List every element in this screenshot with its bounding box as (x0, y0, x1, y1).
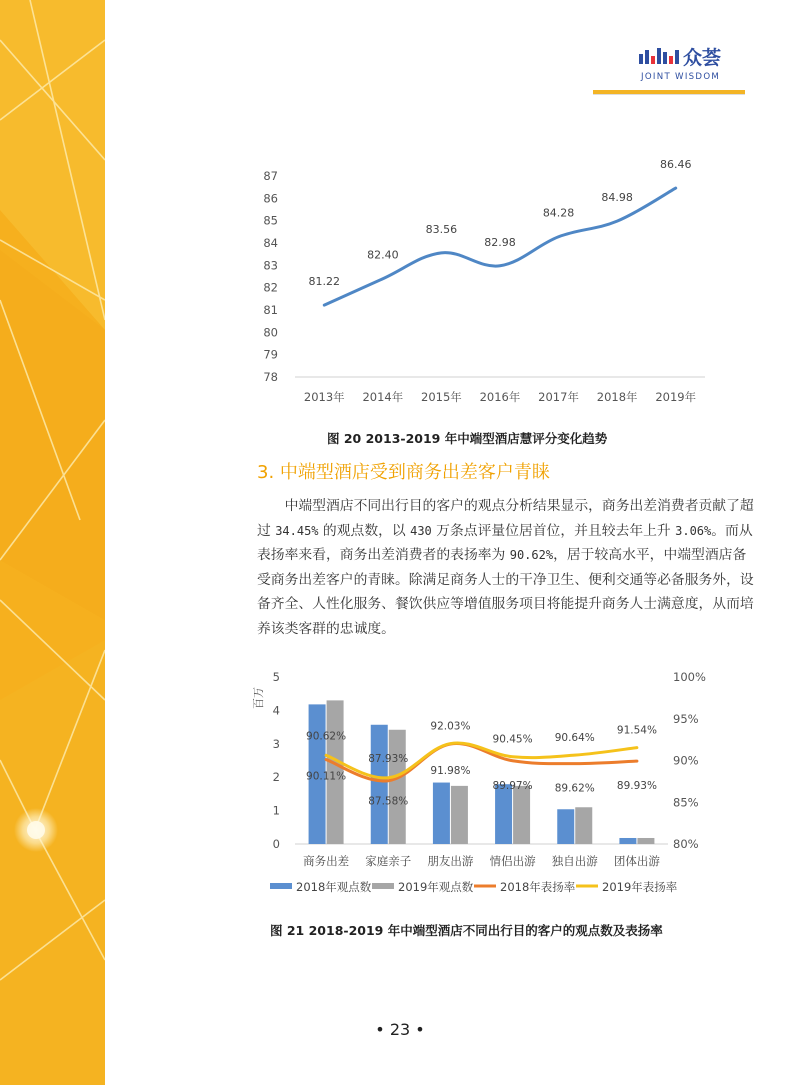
y-tick-label: 80 (263, 325, 278, 340)
category-label: 家庭亲子 (365, 854, 412, 868)
decorative-sidebar (0, 0, 105, 1085)
rate-label: 90.62% (306, 730, 347, 743)
paragraph-figure: 3.06% (675, 523, 712, 538)
y-tick-label: 2 (272, 770, 280, 785)
paragraph-text: 备齐全、人性化服务、餐饮供应等增值服务项目将能提升商务人士满意度，从而培 (257, 596, 754, 612)
category-label: 团体出游 (613, 854, 660, 868)
category-label: 情侣出游 (489, 854, 536, 868)
legend-label: 2019年观点数 (398, 880, 474, 894)
category-label: 商务出差 (303, 854, 350, 868)
header-rule-thin (593, 94, 745, 95)
joint-wisdom-logo (637, 42, 747, 88)
y-tick-label: 81 (263, 303, 278, 317)
y-axis-title: 百万 (252, 687, 265, 709)
y-tick-label: 4 (272, 703, 280, 718)
paragraph-line (257, 519, 753, 544)
y2-tick-label: 95% (673, 711, 699, 726)
y2-tick-label: 100% (673, 670, 706, 684)
paragraph-line (257, 494, 754, 519)
bar-2019-opinions (389, 730, 406, 844)
x-tick-label: 2014年 (362, 390, 404, 404)
y-tick-label: 87 (263, 169, 278, 183)
bar-2018-opinions (495, 784, 512, 844)
logo-text-en: JOINT WISDOM (641, 72, 721, 82)
rate-label: 90.64% (554, 732, 595, 745)
rate-label: 89.93% (616, 780, 657, 793)
paragraph-text: 表扬率来看，商务出差消费者的表扬率为 (257, 547, 510, 563)
bar-2018-opinions (619, 838, 636, 844)
y-tick-label: 84 (263, 236, 278, 250)
logo-text-cn: 众荟 (683, 47, 722, 69)
rate-label: 87.93% (368, 752, 409, 765)
x-tick-label: 2013年 (303, 390, 345, 404)
rate-label: 87.58% (368, 795, 409, 808)
y-tick-label: 78 (263, 370, 278, 384)
legend-swatch (270, 883, 292, 889)
legend-label: 2018年观点数 (296, 880, 372, 894)
section-heading: 3. 中端型酒店受到商务出差客户青睐 (257, 462, 550, 483)
y-tick-label: 3 (272, 736, 280, 751)
figure-21-chart (240, 660, 720, 909)
page-number: • 23 • (375, 1020, 425, 1039)
x-tick-label: 2018年 (596, 390, 638, 404)
paragraph-figure: 90.62% (509, 548, 554, 562)
x-tick-label: 2015年 (421, 390, 462, 404)
section-paragraph (257, 494, 754, 641)
data-label: 84.28 (542, 206, 575, 220)
figure-20-caption: 图 20 2013-2019 年中端型酒店慧评分变化趋势 (327, 431, 608, 446)
rate-label: 92.03% (430, 720, 471, 733)
opinions-praise-combo-chart (240, 660, 720, 905)
paragraph-text: 万条点评量位居首位，并且较去年上升 (431, 522, 676, 539)
bar-2019-opinions (451, 786, 468, 844)
rate-label: 91.54% (616, 724, 657, 737)
bar-2018-opinions (433, 783, 450, 844)
rate-label: 91.98% (430, 764, 471, 777)
paragraph-line (257, 617, 705, 642)
rate-label: 90.11% (306, 770, 347, 783)
bar-2018-opinions (557, 809, 574, 844)
x-tick-label: 2019年 (655, 390, 697, 404)
data-label: 82.40 (367, 248, 399, 262)
data-label: 86.46 (659, 158, 692, 172)
rate-label: 90.45% (492, 733, 533, 746)
paragraph-line (257, 543, 747, 568)
category-label: 独自出游 (551, 854, 598, 868)
y2-tick-label: 90% (673, 753, 699, 768)
data-label: 81.22 (308, 275, 341, 289)
sidebar-pattern-graphic (0, 0, 105, 1085)
category-label: 朋友出游 (427, 854, 474, 868)
rate-label: 89.62% (554, 782, 595, 795)
figure-21-caption: 图 21 2018-2019 年中端型酒店不同出行目的客户的观点数及表扬率 (270, 923, 663, 938)
y-tick-label: 79 (263, 347, 278, 362)
y-tick-label: 5 (272, 670, 280, 684)
paragraph-text: 过 (257, 522, 276, 539)
data-label: 82.98 (484, 235, 516, 249)
bar-2018-opinions (371, 725, 388, 844)
y-tick-label: 1 (272, 803, 280, 818)
paragraph-text: 受商务出差客户的青睐。除满足商务人士的干净卫生、便利交通等必备服务外，设 (257, 571, 754, 588)
logo-mark-graphic (637, 42, 747, 88)
data-label: 84.98 (601, 191, 633, 205)
paragraph-text: ，居于较高水平，中端型酒店备 (553, 547, 747, 563)
figure-20-chart (250, 158, 720, 422)
legend-label: 2019年表扬率 (602, 880, 678, 894)
legend-swatch (372, 883, 394, 889)
paragraph-text: 养该类客群的忠诚度。 (257, 620, 395, 637)
y2-tick-label: 85% (673, 795, 699, 810)
paragraph-text: 。而从 (711, 522, 753, 539)
paragraph-text: 的观点数，以 (318, 522, 411, 539)
data-label: 83.56 (425, 222, 458, 236)
y-tick-label: 86 (263, 191, 278, 206)
paragraph-figure: 430 (410, 523, 432, 538)
paragraph-text: 中端型酒店不同出行目的客户的观点分析结果显示，商务出差消费者贡献了超 (284, 498, 754, 514)
legend-label: 2018年表扬率 (500, 880, 576, 894)
y-tick-label: 0 (272, 837, 280, 851)
y2-tick-label: 80% (673, 837, 699, 851)
paragraph-line (257, 568, 754, 593)
paragraph-line (257, 592, 754, 617)
x-tick-label: 2017年 (538, 390, 579, 404)
y-tick-label: 82 (263, 280, 278, 295)
paragraph-figure: 34.45% (275, 523, 319, 538)
score-trend-line-chart (250, 158, 720, 418)
y-tick-label: 83 (263, 258, 278, 273)
x-tick-label: 2016年 (479, 390, 521, 404)
rate-label: 89.97% (492, 779, 533, 792)
y-tick-label: 85 (263, 213, 278, 228)
bar-2019-opinions (575, 807, 592, 844)
bar-2019-opinions (637, 838, 654, 844)
bar-2019-opinions (513, 786, 530, 844)
